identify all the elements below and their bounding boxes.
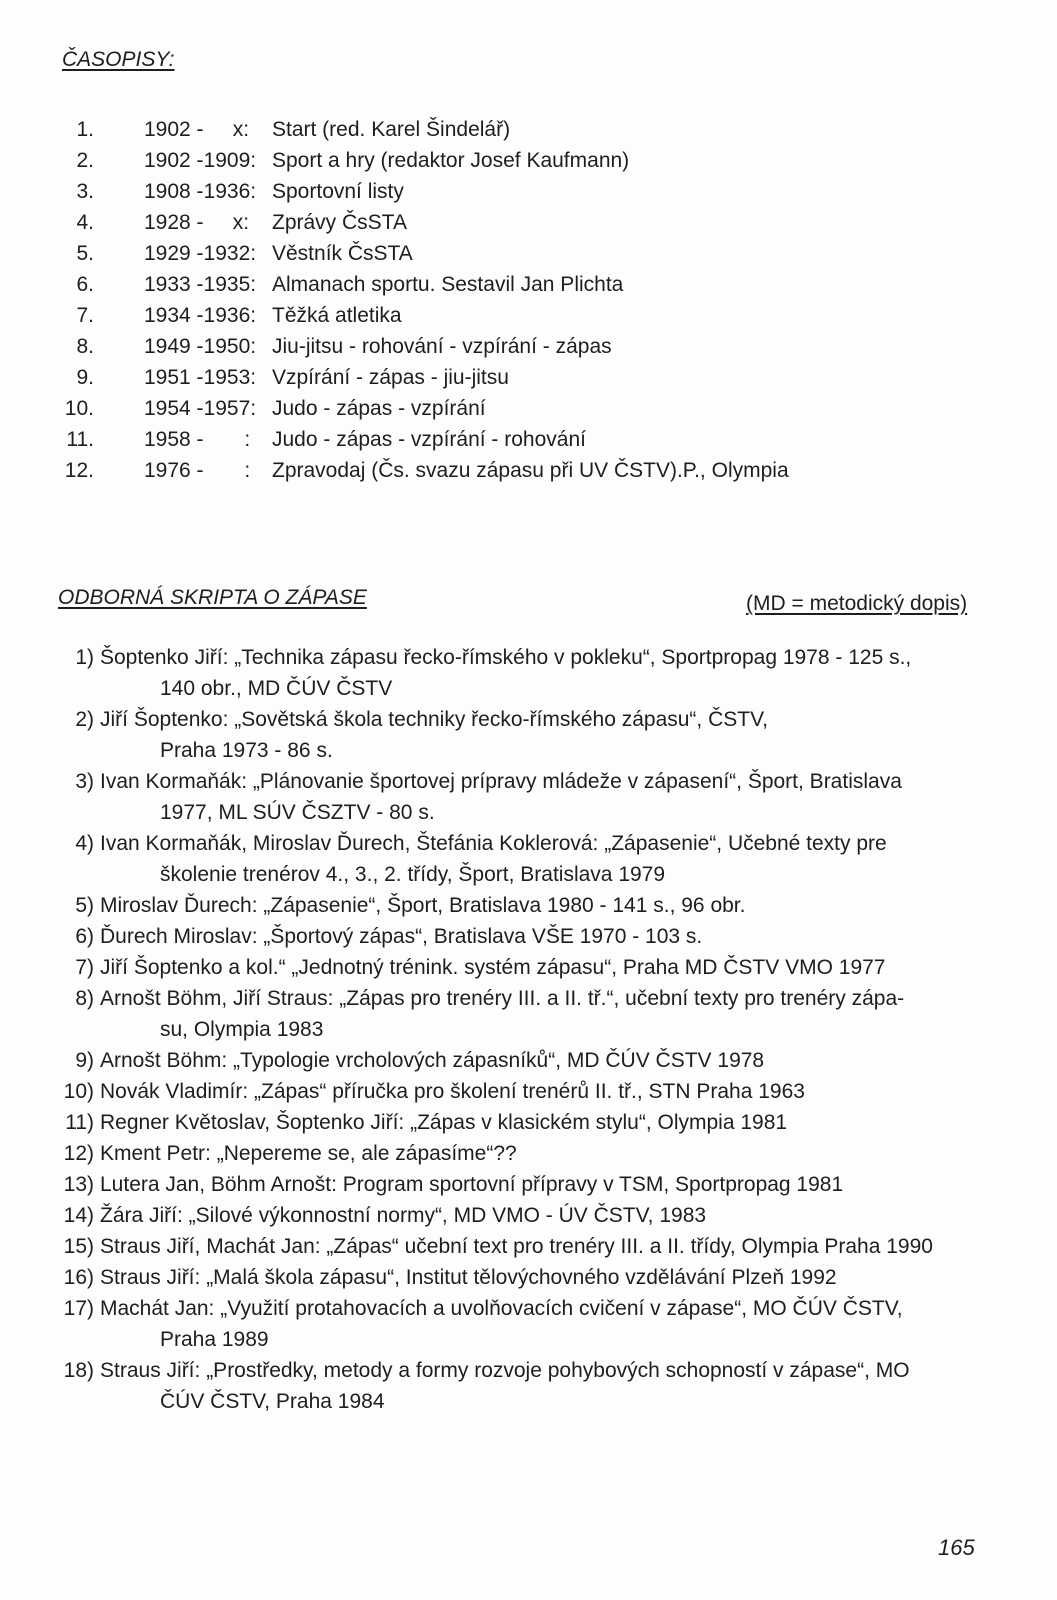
reference-text (100, 921, 995, 952)
reference-text (100, 1076, 995, 1107)
reference-number: 14) (63, 1204, 94, 1227)
magazine-years: 1928 - x: (144, 211, 250, 234)
reference-line-continued: ČÚV ČSTV, Praha 1984 (160, 1390, 385, 1413)
reference-line: Ivan Kormaňák: „Plánovanie športovej prípravy mládeže v zápasení“, Šport, Bratislava (100, 770, 902, 793)
list-item (50, 1293, 995, 1355)
reference-line-continued: 140 obr., MD ČÚV ČSTV (160, 677, 393, 700)
reference-line: Novák Vladimír: „Zápas“ příručka pro školení trenérů II. tř., STN Praha 1963 (100, 1080, 805, 1103)
reference-number: 7) (75, 956, 94, 979)
reference-number: 10) (63, 1080, 94, 1103)
list-item (56, 207, 856, 238)
reference-line: Miroslav Ďurech: „Zápasenie“, Šport, Bratislava 1980 - 141 s., 96 obr. (100, 894, 746, 917)
reference-text (100, 1262, 995, 1293)
reference-number: 8) (75, 987, 94, 1010)
magazine-title: Judo - zápas - vzpírání (272, 397, 486, 420)
reference-number: 2) (75, 708, 94, 731)
magazines-list (56, 114, 856, 486)
reference-line: Regner Květoslav, Šoptenko Jiří: „Zápas v klasickém stylu“, Olympia 1981 (100, 1111, 788, 1134)
reference-line-continued: školenie trenérov 4., 3., 2. třídy, Šport, Bratislava 1979 (160, 863, 666, 886)
reference-line-continued: Praha 1973 - 86 s. (160, 739, 333, 762)
page-number: 165 (938, 1535, 975, 1560)
magazine-title: Sportovní listy (272, 180, 404, 203)
reference-line: Lutera Jan, Böhm Arnošt: Program sportovní přípravy v TSM, Sportpropag 1981 (100, 1173, 844, 1196)
list-item (50, 1200, 995, 1231)
magazine-number: 6. (76, 273, 94, 296)
list-item (56, 362, 856, 393)
list-item (50, 766, 995, 828)
reference-text (100, 1200, 995, 1231)
reference-text (100, 1138, 995, 1169)
reference-text (100, 1107, 995, 1138)
list-item (50, 1231, 995, 1262)
reference-text (100, 642, 995, 704)
list-item (56, 424, 856, 455)
magazine-title: Vzpírání - zápas - jiu-jitsu (272, 366, 509, 389)
magazine-years: 1951 -1953: (144, 366, 257, 389)
magazine-years: 1954 -1957: (144, 397, 257, 420)
reference-line: Straus Jiří: „Prostředky, metody a formy rozvoje pohybových schopností v zápase“, MO (100, 1359, 910, 1382)
reference-line-continued: Praha 1989 (160, 1328, 269, 1351)
reference-line: Šoptenko Jiří: „Technika zápasu řecko-římského v pokleku“, Sportpropag 1978 - 125 s., (100, 646, 912, 669)
list-item (56, 300, 856, 331)
magazine-title: Almanach sportu. Sestavil Jan Plichta (272, 273, 624, 296)
magazine-years: 1908 -1936: (144, 180, 257, 203)
magazine-number: 8. (76, 335, 94, 358)
reference-number: 4) (75, 832, 94, 855)
list-item (50, 1169, 995, 1200)
reference-number: 15) (63, 1235, 94, 1258)
reference-line-continued: su, Olympia 1983 (160, 1018, 324, 1041)
list-item (50, 642, 995, 704)
reference-line: Straus Jiří: „Malá škola zápasu“, Institut tělovýchovného vzdělávání Plzeň 1992 (100, 1266, 837, 1289)
reference-text (100, 983, 995, 1045)
reference-line: Ivan Kormaňák, Miroslav Ďurech, Štefánia Koklerová: „Zápasenie“, Učebné texty pre (100, 832, 887, 855)
magazines-heading: ČASOPISY: (62, 48, 175, 71)
list-item (50, 890, 995, 921)
list-item (50, 1355, 995, 1417)
magazine-number: 11. (66, 428, 94, 451)
magazine-number: 1. (76, 118, 94, 141)
magazine-years: 1933 -1935: (144, 273, 257, 296)
abbreviation-note: (MD = metodický dopis) (746, 592, 968, 615)
scripts-heading: ODBORNÁ SKRIPTA O ZÁPASE (58, 586, 367, 609)
magazine-title: Věstník ČsSTA (272, 242, 413, 265)
list-item (56, 331, 856, 362)
magazine-number: 7. (76, 304, 94, 327)
reference-line: Straus Jiří, Machát Jan: „Zápas“ učební text pro trenéry III. a II. třídy, Olympia Praha 1990 (100, 1235, 933, 1258)
magazine-number: 4. (76, 211, 94, 234)
list-item (50, 1107, 995, 1138)
reference-line: Žára Jiří: „Silové výkonnostní normy“, MD VMO - ÚV ČSTV, 1983 (100, 1204, 707, 1227)
reference-number: 16) (63, 1266, 94, 1289)
list-item (50, 983, 995, 1045)
magazine-years: 1902 - x: (144, 118, 250, 141)
reference-number: 18) (63, 1359, 94, 1382)
magazine-years: 1958 - : (144, 428, 251, 451)
list-item (56, 455, 856, 486)
magazine-number: 10. (64, 397, 94, 420)
magazine-number: 3. (76, 180, 94, 203)
list-item (56, 145, 856, 176)
reference-number: 9) (75, 1049, 94, 1072)
reference-number: 17) (63, 1297, 94, 1320)
magazine-title: Zpravodaj (Čs. svazu zápasu při UV ČSTV).P., Olympia (272, 459, 789, 482)
reference-text (100, 1293, 995, 1355)
list-item (56, 176, 856, 207)
reference-number: 5) (75, 894, 94, 917)
list-item (50, 1076, 995, 1107)
reference-line: Jiří Šoptenko a kol.“ „Jednotný trénink. systém zápasu“, Praha MD ČSTV VMO 1977 (100, 956, 886, 979)
reference-text (100, 952, 995, 983)
magazine-number: 12. (64, 459, 94, 482)
magazine-years: 1976 - : (144, 459, 251, 482)
reference-line: Kment Petr: „Nepereme se, ale zápasíme“?? (100, 1142, 517, 1165)
magazine-years: 1934 -1936: (144, 304, 257, 327)
list-item (50, 1262, 995, 1293)
reference-number: 6) (75, 925, 94, 948)
reference-line-continued: 1977, ML SÚV ČSZTV - 80 s. (160, 801, 435, 824)
magazine-title: Zprávy ČsSTA (272, 211, 407, 234)
reference-number: 3) (75, 770, 94, 793)
magazine-years: 1949 -1950: (144, 335, 257, 358)
reference-text (100, 766, 995, 828)
reference-text (100, 1231, 995, 1262)
reference-line: Ďurech Miroslav: „Športový zápas“, Bratislava VŠE 1970 - 103 s. (100, 925, 703, 948)
list-item (50, 704, 995, 766)
list-item (50, 921, 995, 952)
reference-line: Machát Jan: „Využití protahovacích a uvolňovacích cvičení v zápase“, MO ČÚV ČSTV, (100, 1297, 903, 1320)
list-item (50, 828, 995, 890)
reference-text (100, 1045, 995, 1076)
reference-text (100, 1355, 995, 1417)
reference-line: Arnošt Böhm, Jiří Straus: „Zápas pro trenéry III. a II. tř.“, učební texty pro trenéry zápa- (100, 987, 905, 1010)
list-item (56, 269, 856, 300)
list-item (56, 393, 856, 424)
reference-number: 12) (63, 1142, 94, 1165)
reference-number: 13) (63, 1173, 94, 1196)
reference-text (100, 704, 995, 766)
magazine-title: Judo - zápas - vzpírání - rohování (272, 428, 586, 451)
list-item (56, 238, 856, 269)
magazine-number: 9. (76, 366, 94, 389)
reference-text (100, 890, 995, 921)
magazine-years: 1902 -1909: (144, 149, 257, 172)
magazine-title: Jiu-jitsu - rohování - vzpírání - zápas (272, 335, 612, 358)
reference-text (100, 1169, 995, 1200)
list-item (56, 114, 856, 145)
magazine-title: Sport a hry (redaktor Josef Kaufmann) (272, 149, 630, 172)
reference-line: Arnošt Böhm: „Typologie vrcholových zápasníků“, MD ČÚV ČSTV 1978 (100, 1049, 765, 1072)
reference-number: 1) (75, 646, 94, 669)
magazine-number: 5. (76, 242, 94, 265)
magazine-title: Start (red. Karel Šindelář) (272, 118, 511, 141)
scripts-list (50, 642, 995, 1417)
list-item (50, 952, 995, 983)
reference-number: 11) (65, 1111, 94, 1134)
list-item (50, 1138, 995, 1169)
reference-text (100, 828, 995, 890)
list-item (50, 1045, 995, 1076)
reference-line: Jiří Šoptenko: „Sovětská škola techniky řecko-římského zápasu“, ČSTV, (100, 708, 769, 731)
magazine-title: Těžká atletika (272, 304, 402, 327)
magazine-number: 2. (76, 149, 94, 172)
magazine-years: 1929 -1932: (144, 242, 257, 265)
